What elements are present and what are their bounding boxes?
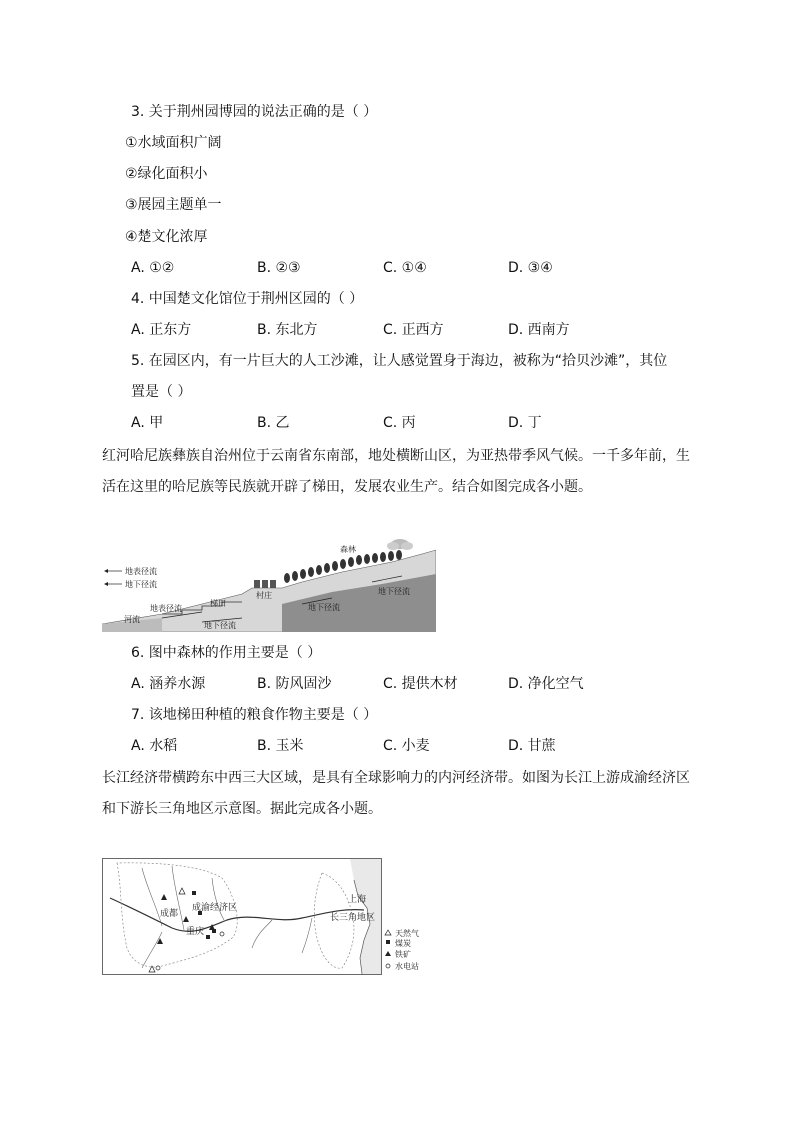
q6-option-b[interactable]: B. 防风固沙 xyxy=(257,676,332,692)
q7-option-c[interactable]: C. 小麦 xyxy=(383,738,430,754)
q5-stem-line1: 5. 在园区内，有一片巨大的人工沙滩，让人感觉置身于海边，被称为“拾贝沙滩”，其位 xyxy=(131,353,668,369)
q3-statement-1: ①水域面积广阔 xyxy=(125,135,222,151)
q5-option-a[interactable]: A. 甲 xyxy=(131,415,164,431)
q7-option-d[interactable]: D. 甘蔗 xyxy=(508,738,556,754)
q6-stem: 6. 图中森林的作用主要是（ ） xyxy=(131,645,322,661)
iron-ore-legend-icon xyxy=(385,951,391,956)
q6-option-a[interactable]: A. 涵养水源 xyxy=(131,676,206,692)
q4-option-d[interactable]: D. 西南方 xyxy=(508,322,570,338)
chengyu-region-label: 成渝经济区 xyxy=(192,903,238,913)
river-label: 河流 xyxy=(124,615,140,624)
terrace-label: 梯田 xyxy=(210,599,226,608)
q3-option-c[interactable]: C. ①④ xyxy=(383,260,427,276)
q3-statement-4: ④楚文化浓厚 xyxy=(125,229,208,245)
q5-option-d[interactable]: D. 丁 xyxy=(508,415,542,431)
q5-option-c[interactable]: C. 丙 xyxy=(383,415,416,431)
passage3-line1: 长江经济带横跨东中西三大区域，是具有全球影响力的内河经济带。如图为长江上游成渝经济区 xyxy=(102,770,690,786)
coal-legend-icon xyxy=(386,940,390,944)
q3-stem: 3. 关于荆州园博园的说法正确的是（ ） xyxy=(131,104,378,120)
natural-gas-legend-icon xyxy=(385,930,391,935)
q3-statement-3: ③展园主题单一 xyxy=(125,197,222,213)
legend-underground-runoff-label: 地下径流 xyxy=(125,580,157,589)
surface-runoff-label: 地表径流 xyxy=(150,604,182,613)
passage2-line2: 活在这里的哈尼族等民族就开辟了梯田，发展农业生产。结合如图完成各小题。 xyxy=(102,479,592,495)
q7-stem: 7. 该地梯田种植的粮食作物主要是（ ） xyxy=(131,707,378,723)
terrace-cross-section-figure xyxy=(102,532,436,632)
q3-option-b[interactable]: B. ②③ xyxy=(257,260,301,276)
legend-coal: 煤炭 xyxy=(395,939,411,948)
q5-stem-line2: 置是（ ） xyxy=(131,384,192,400)
legend-iron-ore: 铁矿 xyxy=(395,950,411,959)
chongqing-label: 重庆 xyxy=(186,927,205,937)
cloud-icon xyxy=(387,539,413,550)
underground-runoff-label-2: 地下径流 xyxy=(308,603,340,612)
forest-label: 森林 xyxy=(340,545,356,554)
q7-option-b[interactable]: B. 玉米 xyxy=(257,738,304,754)
figure1-legend xyxy=(104,569,122,586)
passage2-line1: 红河哈尼族彝族自治州位于云南省东南部，地处横断山区，为亚热带季风气候。一千多年前，生 xyxy=(102,448,690,464)
q4-option-b[interactable]: B. 东北方 xyxy=(257,322,318,338)
shanghai-label: 上海 xyxy=(348,895,367,905)
q6-option-d[interactable]: D. 净化空气 xyxy=(508,676,584,692)
underground-runoff-label-1: 地下径流 xyxy=(204,621,236,630)
q6-option-c[interactable]: C. 提供木材 xyxy=(383,676,458,692)
legend-hydropower: 水电站 xyxy=(395,962,419,971)
q7-option-a[interactable]: A. 水稻 xyxy=(131,738,178,754)
map-legend xyxy=(385,928,419,971)
q4-option-a[interactable]: A. 正东方 xyxy=(131,322,192,338)
village-label: 村庄 xyxy=(256,591,272,600)
q4-option-c[interactable]: C. 正西方 xyxy=(383,322,444,338)
q4-stem: 4. 中国楚文化馆位于荆州区园的（ ） xyxy=(131,291,364,307)
village-houses xyxy=(254,580,276,588)
yangtze-economic-belt-map xyxy=(102,858,432,976)
passage3-line2: 和下游长三角地区示意图。据此完成各小题。 xyxy=(102,801,382,817)
q5-option-b[interactable]: B. 乙 xyxy=(257,415,290,431)
legend-surface-runoff-label: 地表径流 xyxy=(125,567,157,576)
q3-option-a[interactable]: A. ①② xyxy=(131,260,175,276)
yrd-region-label: 长三角地区 xyxy=(330,913,376,923)
legend-natural-gas: 天然气 xyxy=(395,929,419,938)
q3-statement-2: ②绿化面积小 xyxy=(125,166,208,182)
underground-runoff-label-3: 地下径流 xyxy=(378,587,410,596)
chengdu-label: 成都 xyxy=(160,909,179,919)
hydropower-legend-icon xyxy=(386,964,390,968)
q3-option-d[interactable]: D. ③④ xyxy=(508,260,553,276)
